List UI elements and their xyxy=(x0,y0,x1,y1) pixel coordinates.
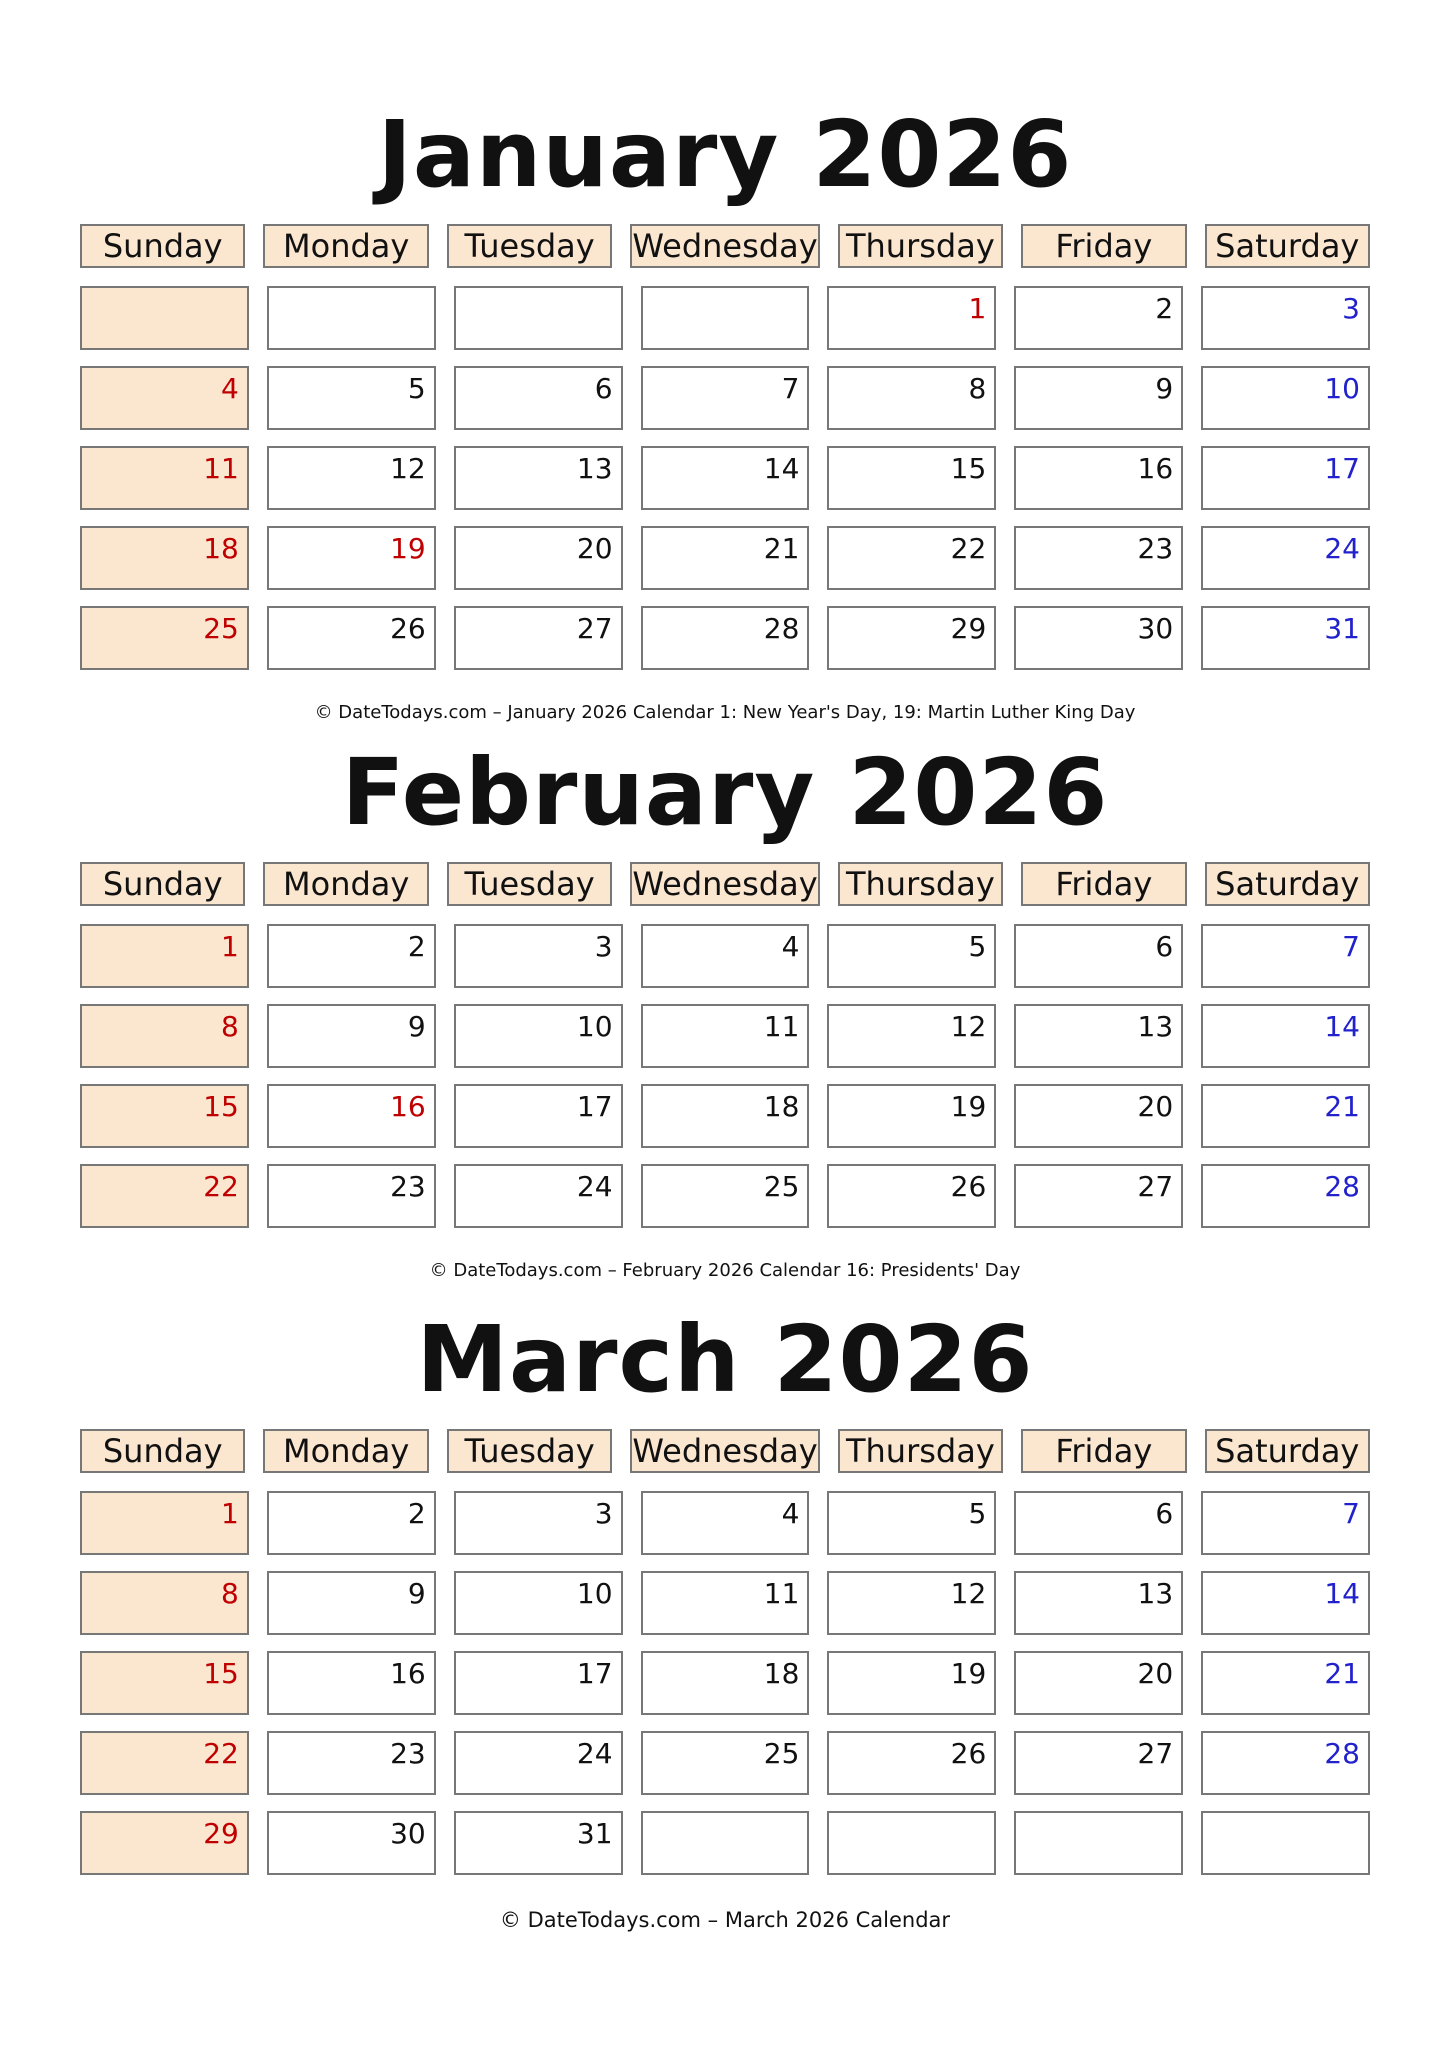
day-cell: 30 xyxy=(1014,606,1183,670)
day-cell: 16 xyxy=(1014,446,1183,510)
month-title: March 2026 xyxy=(416,1306,1034,1413)
day-cell: 1 xyxy=(80,924,249,988)
day-cell: 6 xyxy=(454,366,623,430)
day-cell: 16 xyxy=(267,1651,436,1715)
day-cell: 1 xyxy=(827,286,996,350)
empty-day-cell xyxy=(641,1811,810,1875)
day-cell: 12 xyxy=(827,1571,996,1635)
day-cell: 7 xyxy=(1201,1491,1370,1555)
weekday-header-wednesday: Wednesday xyxy=(630,862,819,906)
day-cell: 3 xyxy=(454,1491,623,1555)
day-cell: 16 xyxy=(267,1084,436,1148)
day-cell: 9 xyxy=(267,1571,436,1635)
weekday-header-sunday: Sunday xyxy=(80,224,245,268)
empty-day-cell xyxy=(1201,1811,1370,1875)
day-cell: 9 xyxy=(267,1004,436,1068)
day-cell: 27 xyxy=(454,606,623,670)
empty-day-cell xyxy=(1014,1811,1183,1875)
day-cell: 11 xyxy=(641,1571,810,1635)
day-cell: 21 xyxy=(641,526,810,590)
month-title: January 2026 xyxy=(377,101,1073,208)
day-cell: 17 xyxy=(454,1084,623,1148)
day-cell: 11 xyxy=(641,1004,810,1068)
day-cell: 24 xyxy=(454,1731,623,1795)
day-cell: 8 xyxy=(80,1571,249,1635)
weekday-header-monday: Monday xyxy=(263,862,428,906)
day-cell: 24 xyxy=(454,1164,623,1228)
weekday-header-friday: Friday xyxy=(1021,1429,1186,1473)
empty-day-cell xyxy=(827,1811,996,1875)
day-cell: 22 xyxy=(80,1164,249,1228)
day-cell: 2 xyxy=(267,1491,436,1555)
day-cell: 4 xyxy=(641,1491,810,1555)
weekday-header-sunday: Sunday xyxy=(80,1429,245,1473)
day-cell: 2 xyxy=(1014,286,1183,350)
day-cell: 27 xyxy=(1014,1164,1183,1228)
day-cell: 14 xyxy=(641,446,810,510)
weekday-header-monday: Monday xyxy=(263,224,428,268)
day-cell: 8 xyxy=(827,366,996,430)
day-cell: 25 xyxy=(641,1164,810,1228)
day-cell: 22 xyxy=(827,526,996,590)
day-cell: 2 xyxy=(267,924,436,988)
weekday-header-tuesday: Tuesday xyxy=(447,1429,612,1473)
day-cell: 26 xyxy=(267,606,436,670)
day-cell: 19 xyxy=(267,526,436,590)
day-cell: 3 xyxy=(1201,286,1370,350)
day-cell: 6 xyxy=(1014,1491,1183,1555)
day-cell: 18 xyxy=(641,1651,810,1715)
day-cell: 4 xyxy=(80,366,249,430)
day-cell: 12 xyxy=(827,1004,996,1068)
empty-day-cell xyxy=(267,286,436,350)
day-cell: 24 xyxy=(1201,526,1370,590)
calendar-footer: © DateTodays.com – March 2026 Calendar xyxy=(499,1908,951,1932)
day-cell: 29 xyxy=(80,1811,249,1875)
day-cell: 9 xyxy=(1014,366,1183,430)
day-cell: 23 xyxy=(267,1731,436,1795)
day-cell: 28 xyxy=(1201,1731,1370,1795)
empty-day-cell xyxy=(641,286,810,350)
weekday-header-thursday: Thursday xyxy=(838,224,1003,268)
day-cell: 29 xyxy=(827,606,996,670)
day-cell: 15 xyxy=(827,446,996,510)
day-cell: 10 xyxy=(1201,366,1370,430)
day-cell: 30 xyxy=(267,1811,436,1875)
month-january xyxy=(80,100,1370,728)
day-grid xyxy=(80,924,1370,1228)
day-cell: 7 xyxy=(641,366,810,430)
day-cell: 26 xyxy=(827,1731,996,1795)
day-cell: 11 xyxy=(80,446,249,510)
day-cell: 20 xyxy=(1014,1651,1183,1715)
day-cell: 28 xyxy=(1201,1164,1370,1228)
day-cell: 18 xyxy=(80,526,249,590)
day-cell: 14 xyxy=(1201,1004,1370,1068)
weekday-header-saturday: Saturday xyxy=(1205,224,1370,268)
weekday-header-thursday: Thursday xyxy=(838,862,1003,906)
weekday-header-tuesday: Tuesday xyxy=(447,224,612,268)
weekday-header-monday: Monday xyxy=(263,1429,428,1473)
weekday-header-friday: Friday xyxy=(1021,862,1186,906)
weekday-header-friday: Friday xyxy=(1021,224,1186,268)
day-cell: 4 xyxy=(641,924,810,988)
empty-day-cell xyxy=(80,286,249,350)
weekday-header xyxy=(80,210,1370,268)
weekday-header xyxy=(80,848,1370,906)
day-cell: 25 xyxy=(641,1731,810,1795)
day-cell: 7 xyxy=(1201,924,1370,988)
day-cell: 13 xyxy=(454,446,623,510)
day-cell: 17 xyxy=(454,1651,623,1715)
day-cell: 23 xyxy=(267,1164,436,1228)
day-cell: 3 xyxy=(454,924,623,988)
day-cell: 21 xyxy=(1201,1084,1370,1148)
day-cell: 10 xyxy=(454,1571,623,1635)
weekday-header-saturday: Saturday xyxy=(1205,1429,1370,1473)
weekday-header-wednesday: Wednesday xyxy=(630,224,819,268)
day-cell: 17 xyxy=(1201,446,1370,510)
weekday-header-saturday: Saturday xyxy=(1205,862,1370,906)
day-grid xyxy=(80,286,1370,670)
day-grid xyxy=(80,1491,1370,1875)
calendar-footer: © DateTodays.com – February 2026 Calendar 16: Presidents' Day xyxy=(429,1260,1021,1281)
calendar-footer: © DateTodays.com – January 2026 Calendar 1: New Year's Day, 19: Martin Luther King Day xyxy=(314,702,1136,723)
day-cell: 19 xyxy=(827,1084,996,1148)
day-cell: 15 xyxy=(80,1084,249,1148)
day-cell: 31 xyxy=(1201,606,1370,670)
day-cell: 19 xyxy=(827,1651,996,1715)
day-cell: 27 xyxy=(1014,1731,1183,1795)
day-cell: 10 xyxy=(454,1004,623,1068)
day-cell: 26 xyxy=(827,1164,996,1228)
day-cell: 20 xyxy=(454,526,623,590)
day-cell: 25 xyxy=(80,606,249,670)
day-cell: 31 xyxy=(454,1811,623,1875)
day-cell: 13 xyxy=(1014,1004,1183,1068)
day-cell: 1 xyxy=(80,1491,249,1555)
weekday-header-tuesday: Tuesday xyxy=(447,862,612,906)
day-cell: 6 xyxy=(1014,924,1183,988)
day-cell: 14 xyxy=(1201,1571,1370,1635)
day-cell: 5 xyxy=(827,1491,996,1555)
weekday-header-wednesday: Wednesday xyxy=(630,1429,819,1473)
day-cell: 23 xyxy=(1014,526,1183,590)
day-cell: 18 xyxy=(641,1084,810,1148)
weekday-header-sunday: Sunday xyxy=(80,862,245,906)
month-february xyxy=(80,738,1370,1286)
day-cell: 28 xyxy=(641,606,810,670)
weekday-header xyxy=(80,1415,1370,1473)
day-cell: 21 xyxy=(1201,1651,1370,1715)
day-cell: 22 xyxy=(80,1731,249,1795)
day-cell: 5 xyxy=(827,924,996,988)
day-cell: 12 xyxy=(267,446,436,510)
month-march xyxy=(80,1305,1370,1935)
day-cell: 8 xyxy=(80,1004,249,1068)
month-title: February 2026 xyxy=(341,739,1109,846)
day-cell: 13 xyxy=(1014,1571,1183,1635)
day-cell: 20 xyxy=(1014,1084,1183,1148)
empty-day-cell xyxy=(454,286,623,350)
weekday-header-thursday: Thursday xyxy=(838,1429,1003,1473)
day-cell: 15 xyxy=(80,1651,249,1715)
day-cell: 5 xyxy=(267,366,436,430)
